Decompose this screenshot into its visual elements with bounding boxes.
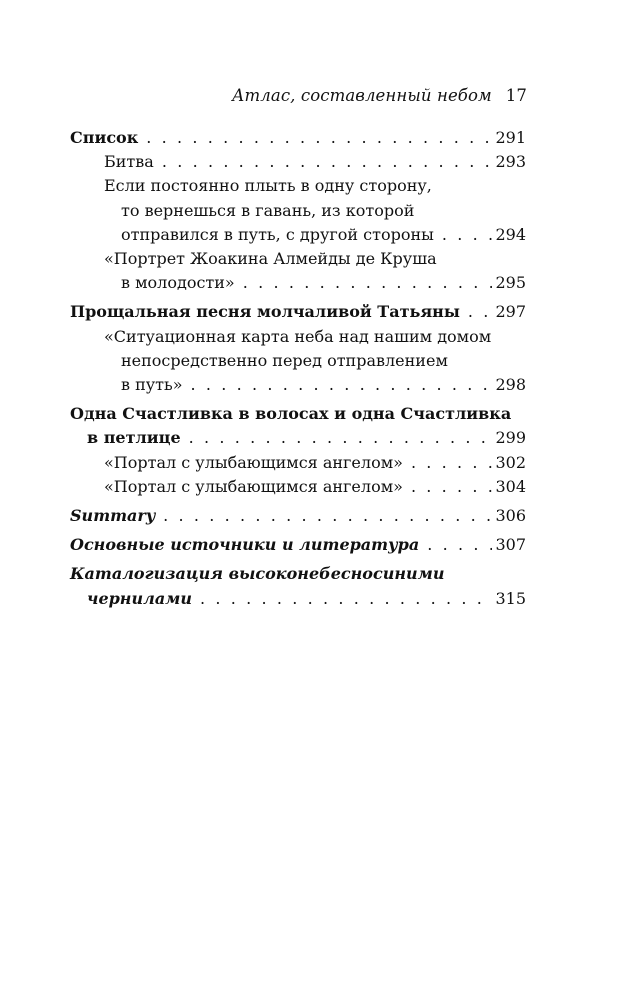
toc-entry-line: Если постоянно плыть в одну сторону, <box>104 176 432 196</box>
toc-page-number: 297 <box>495 302 526 322</box>
header-title: Атлас, составленный небом <box>231 86 492 105</box>
toc-page-number: 306 <box>495 506 526 526</box>
dot-leader <box>189 426 493 450</box>
toc-entry-bitva[interactable] <box>70 150 526 174</box>
dot-leader <box>442 223 493 247</box>
dot-leader <box>162 150 493 174</box>
toc-entry-pesnya[interactable] <box>70 300 526 324</box>
toc-entry-title: Битва <box>104 152 154 172</box>
toc-entry-istochniki[interactable] <box>70 533 526 557</box>
toc-page-number: 293 <box>495 152 526 172</box>
toc-page-number: 294 <box>495 224 526 244</box>
dot-leader <box>427 533 492 557</box>
toc-entry-last-line <box>104 373 526 397</box>
toc-page-number: 295 <box>495 273 526 293</box>
toc-entry-last-line <box>104 223 526 247</box>
dot-leader <box>411 475 493 499</box>
toc-entry-line: непосредственно перед отправлением <box>121 350 448 370</box>
toc-entry-portal-2[interactable] <box>70 475 526 499</box>
toc-page-number: 299 <box>495 428 526 448</box>
toc-page-number: 302 <box>495 452 526 472</box>
toc-entry-portret[interactable] <box>70 247 526 295</box>
toc-entry-line: в молодости» <box>121 273 235 293</box>
toc-entry-title: Список <box>70 128 139 147</box>
toc-page-number: 304 <box>495 476 526 496</box>
dot-leader <box>468 300 493 324</box>
toc-entry-line: отправился в путь, с другой стороны <box>121 224 434 244</box>
dot-leader <box>163 504 492 528</box>
toc-entry-line: Одна Счастливка в волосах и одна Счастливка <box>70 404 512 424</box>
toc-entry-title: Прощальная песня молчаливой Татьяны <box>70 302 460 322</box>
toc-entry-plyt[interactable] <box>70 174 526 247</box>
toc-entry-portal-1[interactable] <box>70 451 526 475</box>
dot-leader <box>191 373 493 397</box>
toc-entry-karta[interactable] <box>70 325 526 398</box>
dot-leader <box>411 451 493 475</box>
dot-leader <box>146 126 492 150</box>
toc-entry-line: «Ситуационная карта неба над нашим домом <box>104 326 492 346</box>
toc-entry-line: в петлице <box>87 428 181 448</box>
toc-entry-title: Summary <box>70 506 156 526</box>
toc-entry-line: Каталогизация высоконебесносиними <box>70 564 445 584</box>
toc-entry-last-line <box>70 426 526 450</box>
running-header <box>232 86 527 105</box>
toc-page-number: 291 <box>495 128 526 147</box>
toc-entry-line: «Портрет Жоакина Алмейды де Круша <box>104 249 437 269</box>
toc-entry-line: чернилами <box>87 588 193 608</box>
toc-entry-last-line <box>104 271 526 295</box>
toc-entry-last-line <box>70 587 526 611</box>
toc-entry-spisok[interactable] <box>70 126 526 150</box>
toc-entry-title: «Портал с улыбающимся ангелом» <box>104 452 403 472</box>
toc-page-number: 315 <box>495 588 526 608</box>
toc-entry-schastlivka[interactable] <box>70 402 526 450</box>
toc-entry-summary[interactable] <box>70 504 526 528</box>
dot-leader <box>200 587 492 611</box>
dot-leader <box>243 271 493 295</box>
toc-entry-title: «Портал с улыбающимся ангелом» <box>104 476 403 496</box>
table-of-contents <box>70 126 526 611</box>
toc-page-number: 307 <box>495 535 526 555</box>
toc-page-number: 298 <box>495 375 526 395</box>
toc-entry-line: в путь» <box>121 375 183 395</box>
toc-entry-title: Основные источники и литература <box>70 535 420 555</box>
page-number: 17 <box>505 86 527 105</box>
toc-entry-line: то вернешься в гавань, из которой <box>121 200 415 220</box>
toc-entry-katalog[interactable] <box>70 562 526 610</box>
